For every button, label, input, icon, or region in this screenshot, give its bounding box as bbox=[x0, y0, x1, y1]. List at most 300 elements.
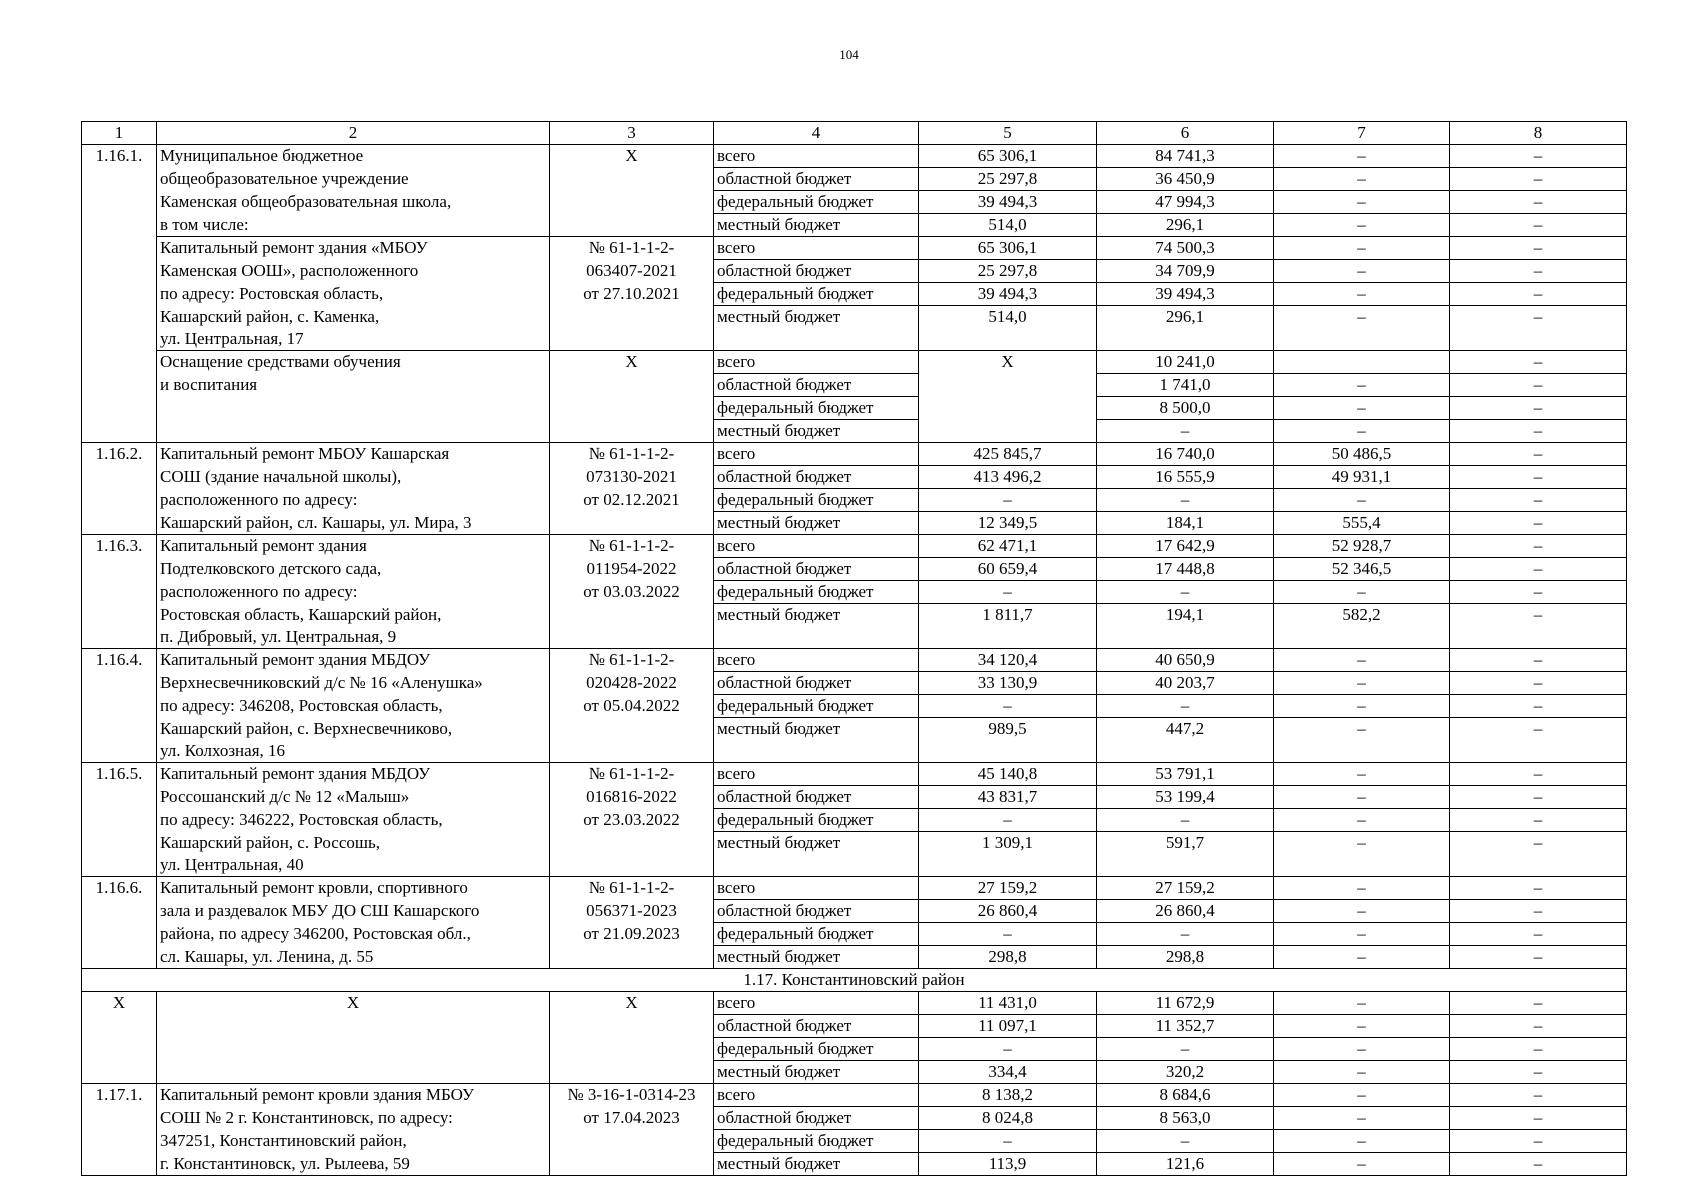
value-col7: – bbox=[1274, 900, 1450, 923]
value-col6: 320,2 bbox=[1097, 1061, 1274, 1084]
value-col7: – bbox=[1274, 718, 1450, 741]
document-reference: 073130-2021 bbox=[550, 466, 714, 489]
value-col7: – bbox=[1274, 283, 1450, 306]
value-col6: 40 203,7 bbox=[1097, 672, 1274, 695]
document-reference: от 05.04.2022 bbox=[550, 695, 714, 718]
budget-label: областной бюджет bbox=[714, 900, 919, 923]
object-description: по адресу: 346222, Ростовская область, bbox=[157, 809, 550, 832]
value-col6: – bbox=[1097, 809, 1274, 832]
value-col8: – bbox=[1450, 283, 1627, 306]
table-row bbox=[82, 672, 1627, 695]
table-row bbox=[82, 397, 1627, 420]
budget-label: местный бюджет bbox=[714, 306, 919, 329]
document-reference: 016816-2022 bbox=[550, 786, 714, 809]
value-col6: 591,7 bbox=[1097, 832, 1274, 855]
document-reference bbox=[550, 374, 714, 397]
table-row bbox=[82, 374, 1627, 397]
object-description: Ростовская область, Кашарский район, bbox=[157, 604, 550, 627]
value-col8: – bbox=[1450, 604, 1627, 627]
value-col5: 425 845,7 bbox=[919, 443, 1097, 466]
value-col7: – bbox=[1274, 306, 1450, 329]
document-reference bbox=[550, 604, 714, 627]
budget-label: областной бюджет bbox=[714, 786, 919, 809]
value-col5: – bbox=[919, 581, 1097, 604]
budget-label: всего bbox=[714, 1084, 919, 1107]
value-col6: 36 450,9 bbox=[1097, 168, 1274, 191]
column-header: 8 bbox=[1450, 122, 1627, 145]
object-description: в том числе: bbox=[157, 214, 550, 237]
document-reference bbox=[550, 946, 714, 969]
value-col6: 74 500,3 bbox=[1097, 237, 1274, 260]
value-col5: 298,8 bbox=[919, 946, 1097, 969]
value-col8: – bbox=[1450, 763, 1627, 786]
value-col7: – bbox=[1274, 763, 1450, 786]
table-row bbox=[82, 191, 1627, 214]
document-reference: № 61-1-1-2- bbox=[550, 877, 714, 900]
row-number: 1.17.1. bbox=[82, 1084, 157, 1176]
value-col6: 296,1 bbox=[1097, 306, 1274, 329]
column-header: 6 bbox=[1097, 122, 1274, 145]
object-description: г. Константиновск, ул. Рылеева, 59 bbox=[157, 1153, 550, 1176]
value-col7: – bbox=[1274, 489, 1450, 512]
value-col8: – bbox=[1450, 1107, 1627, 1130]
value-col6: 53 199,4 bbox=[1097, 786, 1274, 809]
value-col7: – bbox=[1274, 420, 1450, 443]
value-col6: 11 672,9 bbox=[1097, 992, 1274, 1015]
table-row bbox=[82, 420, 1627, 443]
value-col6-spacer bbox=[1097, 740, 1274, 763]
table-row bbox=[82, 1084, 1627, 1107]
value-col5: – bbox=[919, 809, 1097, 832]
value-col8: – bbox=[1450, 145, 1627, 168]
value-col6: 11 352,7 bbox=[1097, 1015, 1274, 1038]
value-col5-spacer bbox=[919, 854, 1097, 877]
object-description: Кашарский район, с. Верхнесвечниково, bbox=[157, 718, 550, 741]
object-description: ул. Центральная, 17 bbox=[157, 328, 550, 351]
value-col8: – bbox=[1450, 877, 1627, 900]
table-row bbox=[82, 763, 1627, 786]
value-col6: 34 709,9 bbox=[1097, 260, 1274, 283]
table-row bbox=[82, 581, 1627, 604]
value-col6: 27 159,2 bbox=[1097, 877, 1274, 900]
value-col6: – bbox=[1097, 695, 1274, 718]
table-row bbox=[82, 237, 1627, 260]
value-col6: 184,1 bbox=[1097, 512, 1274, 535]
row-number: 1.16.5. bbox=[82, 763, 157, 877]
table-row bbox=[82, 214, 1627, 237]
object-description: ул. Колхозная, 16 bbox=[157, 740, 550, 763]
value-col5: – bbox=[919, 923, 1097, 946]
value-col7: 50 486,5 bbox=[1274, 443, 1450, 466]
budget-label: местный бюджет bbox=[714, 420, 919, 443]
value-col6: – bbox=[1097, 581, 1274, 604]
value-col5: 62 471,1 bbox=[919, 535, 1097, 558]
object-description: Капитальный ремонт здания МБДОУ bbox=[157, 763, 550, 786]
budget-label: всего bbox=[714, 992, 919, 1015]
object-description: Капитальный ремонт здания «МБОУ bbox=[157, 237, 550, 260]
object-description: Капитальный ремонт кровли, спортивного bbox=[157, 877, 550, 900]
value-col5: 26 860,4 bbox=[919, 900, 1097, 923]
document-reference: от 03.03.2022 bbox=[550, 581, 714, 604]
value-col7-spacer bbox=[1274, 740, 1450, 763]
budget-label: всего bbox=[714, 145, 919, 168]
value-col8: – bbox=[1450, 489, 1627, 512]
table-row bbox=[82, 900, 1627, 923]
value-col7: – bbox=[1274, 786, 1450, 809]
document-reference bbox=[550, 832, 714, 855]
value-col6: 10 241,0 bbox=[1097, 351, 1274, 374]
budget-label: федеральный бюджет bbox=[714, 923, 919, 946]
value-col7: – bbox=[1274, 214, 1450, 237]
value-col6: 16 555,9 bbox=[1097, 466, 1274, 489]
value-col6: – bbox=[1097, 420, 1274, 443]
object-description: Верхнесвечниковский д/с № 16 «Аленушка» bbox=[157, 672, 550, 695]
value-col7: 582,2 bbox=[1274, 604, 1450, 627]
value-col5: 43 831,7 bbox=[919, 786, 1097, 809]
document-reference: X bbox=[550, 145, 714, 168]
row-number: 1.16.4. bbox=[82, 649, 157, 763]
object-description: и воспитания bbox=[157, 374, 550, 397]
value-col8: – bbox=[1450, 649, 1627, 672]
value-col7: – bbox=[1274, 1084, 1450, 1107]
budget-label: федеральный бюджет bbox=[714, 397, 919, 420]
value-col8: – bbox=[1450, 809, 1627, 832]
value-col8: – bbox=[1450, 397, 1627, 420]
value-col7: – bbox=[1274, 1015, 1450, 1038]
row-number: 1.16.1. bbox=[82, 145, 157, 443]
value-col8: – bbox=[1450, 237, 1627, 260]
table-row bbox=[82, 786, 1627, 809]
value-col8: – bbox=[1450, 535, 1627, 558]
value-col7: – bbox=[1274, 946, 1450, 969]
budget-label: федеральный бюджет bbox=[714, 809, 919, 832]
document-reference: от 23.03.2022 bbox=[550, 809, 714, 832]
row-number: X bbox=[82, 992, 157, 1084]
value-col8: – bbox=[1450, 946, 1627, 969]
document-reference: № 61-1-1-2- bbox=[550, 535, 714, 558]
value-col5: 27 159,2 bbox=[919, 877, 1097, 900]
budget-label: всего bbox=[714, 535, 919, 558]
document-reference bbox=[550, 1015, 714, 1038]
object-description: 347251, Константиновский район, bbox=[157, 1130, 550, 1153]
table-row bbox=[82, 626, 1627, 649]
value-col5: 65 306,1 bbox=[919, 145, 1097, 168]
object-description: сл. Кашары, ул. Ленина, д. 55 bbox=[157, 946, 550, 969]
object-description: Капитальный ремонт здания bbox=[157, 535, 550, 558]
value-col6: 53 791,1 bbox=[1097, 763, 1274, 786]
value-col7: – bbox=[1274, 832, 1450, 855]
object-description: района, по адресу 346200, Ростовская обл., bbox=[157, 923, 550, 946]
value-col6: 17 642,9 bbox=[1097, 535, 1274, 558]
value-col5: 514,0 bbox=[919, 214, 1097, 237]
value-col6: 447,2 bbox=[1097, 718, 1274, 741]
table-row bbox=[82, 604, 1627, 627]
object-description: Кашарский район, сл. Кашары, ул. Мира, 3 bbox=[157, 512, 550, 535]
value-col8: – bbox=[1450, 1130, 1627, 1153]
page-number: 104 bbox=[839, 47, 859, 62]
value-col6-spacer bbox=[1097, 328, 1274, 351]
value-col8: – bbox=[1450, 1084, 1627, 1107]
value-col6-spacer bbox=[1097, 626, 1274, 649]
document-reference bbox=[550, 718, 714, 741]
document-reference bbox=[550, 740, 714, 763]
value-col6: 17 448,8 bbox=[1097, 558, 1274, 581]
value-col7: – bbox=[1274, 1107, 1450, 1130]
value-col7: – bbox=[1274, 374, 1450, 397]
value-col5: 45 140,8 bbox=[919, 763, 1097, 786]
value-col8: – bbox=[1450, 900, 1627, 923]
object-description: Кашарский район, с. Россошь, bbox=[157, 832, 550, 855]
document-reference bbox=[550, 1153, 714, 1176]
object-description bbox=[157, 1015, 550, 1038]
value-col6: 296,1 bbox=[1097, 214, 1274, 237]
object-description bbox=[157, 420, 550, 443]
value-col8: – bbox=[1450, 191, 1627, 214]
value-col6: 47 994,3 bbox=[1097, 191, 1274, 214]
budget-label-spacer bbox=[714, 328, 919, 351]
document-reference: X bbox=[550, 351, 714, 374]
value-col7-spacer bbox=[1274, 626, 1450, 649]
table-row bbox=[82, 1038, 1627, 1061]
budget-label: областной бюджет bbox=[714, 374, 919, 397]
value-col8: – bbox=[1450, 1038, 1627, 1061]
row-number: 1.16.2. bbox=[82, 443, 157, 535]
budget-label: местный бюджет bbox=[714, 214, 919, 237]
value-col5: 39 494,3 bbox=[919, 283, 1097, 306]
budget-label: федеральный бюджет bbox=[714, 581, 919, 604]
table-body bbox=[82, 122, 1627, 1176]
object-description: Кашарский район, с. Каменка, bbox=[157, 306, 550, 329]
value-col8: – bbox=[1450, 832, 1627, 855]
column-header: 4 bbox=[714, 122, 919, 145]
value-col7: – bbox=[1274, 168, 1450, 191]
budget-label-spacer bbox=[714, 626, 919, 649]
value-col6: – bbox=[1097, 923, 1274, 946]
value-col6: 8 684,6 bbox=[1097, 1084, 1274, 1107]
budget-table bbox=[81, 121, 1627, 1176]
value-col6: 40 650,9 bbox=[1097, 649, 1274, 672]
object-description: Каменская общеобразовательная школа, bbox=[157, 191, 550, 214]
value-col5: 25 297,8 bbox=[919, 260, 1097, 283]
budget-label: федеральный бюджет bbox=[714, 1038, 919, 1061]
value-col6-spacer bbox=[1097, 854, 1274, 877]
table-row bbox=[82, 1107, 1627, 1130]
table-row bbox=[82, 923, 1627, 946]
table-row bbox=[82, 306, 1627, 329]
value-col7: – bbox=[1274, 1038, 1450, 1061]
value-col7: – bbox=[1274, 695, 1450, 718]
document-reference bbox=[550, 512, 714, 535]
object-description: ул. Центральная, 40 bbox=[157, 854, 550, 877]
budget-label: всего bbox=[714, 237, 919, 260]
value-col8: – bbox=[1450, 1061, 1627, 1084]
table-row bbox=[82, 877, 1627, 900]
object-description: Капитальный ремонт здания МБДОУ bbox=[157, 649, 550, 672]
document-reference: от 02.12.2021 bbox=[550, 489, 714, 512]
value-col8: – bbox=[1450, 558, 1627, 581]
object-description bbox=[157, 1061, 550, 1084]
value-col8: – bbox=[1450, 1015, 1627, 1038]
value-col6: – bbox=[1097, 1038, 1274, 1061]
object-description: Оснащение средствами обучения bbox=[157, 351, 550, 374]
section-row bbox=[82, 969, 1627, 992]
header-row bbox=[82, 122, 1627, 145]
value-col7: – bbox=[1274, 581, 1450, 604]
value-col8-spacer bbox=[1450, 626, 1627, 649]
budget-label: местный бюджет bbox=[714, 1153, 919, 1176]
budget-label: областной бюджет bbox=[714, 558, 919, 581]
budget-label: областной бюджет bbox=[714, 1015, 919, 1038]
value-col8: – bbox=[1450, 512, 1627, 535]
object-description: СОШ (здание начальной школы), bbox=[157, 466, 550, 489]
object-description bbox=[157, 1038, 550, 1061]
value-col8: – bbox=[1450, 351, 1627, 374]
value-col5: 334,4 bbox=[919, 1061, 1097, 1084]
value-col8: – bbox=[1450, 695, 1627, 718]
value-col6: 16 740,0 bbox=[1097, 443, 1274, 466]
budget-label: всего bbox=[714, 443, 919, 466]
value-col6: 26 860,4 bbox=[1097, 900, 1274, 923]
value-col8: – bbox=[1450, 214, 1627, 237]
value-col5: – bbox=[919, 489, 1097, 512]
budget-label: областной бюджет bbox=[714, 1107, 919, 1130]
value-col6: 1 741,0 bbox=[1097, 374, 1274, 397]
value-col5-spacer bbox=[919, 328, 1097, 351]
document-reference bbox=[550, 1038, 714, 1061]
table-row bbox=[82, 145, 1627, 168]
value-col5: 39 494,3 bbox=[919, 191, 1097, 214]
budget-label: местный бюджет bbox=[714, 718, 919, 741]
document-reference: 063407-2021 bbox=[550, 260, 714, 283]
value-col6: – bbox=[1097, 1130, 1274, 1153]
value-col7: – bbox=[1274, 145, 1450, 168]
table-row bbox=[82, 168, 1627, 191]
value-col7: – bbox=[1274, 397, 1450, 420]
budget-label: федеральный бюджет bbox=[714, 1130, 919, 1153]
value-col8: – bbox=[1450, 786, 1627, 809]
table-row bbox=[82, 328, 1627, 351]
value-col5: – bbox=[919, 695, 1097, 718]
value-col7: – bbox=[1274, 672, 1450, 695]
value-col8: – bbox=[1450, 466, 1627, 489]
value-col7: – bbox=[1274, 992, 1450, 1015]
document-reference: № 61-1-1-2- bbox=[550, 763, 714, 786]
value-col5-spacer bbox=[919, 740, 1097, 763]
table-row bbox=[82, 1061, 1627, 1084]
value-col8: – bbox=[1450, 1153, 1627, 1176]
value-col8-spacer bbox=[1450, 854, 1627, 877]
document-reference bbox=[550, 1130, 714, 1153]
budget-label: местный бюджет bbox=[714, 512, 919, 535]
object-description: Подтелковского детского сада, bbox=[157, 558, 550, 581]
value-col7-spacer bbox=[1274, 328, 1450, 351]
table-row bbox=[82, 740, 1627, 763]
section-title: 1.17. Константиновский район bbox=[82, 969, 1627, 992]
value-col7: – bbox=[1274, 1153, 1450, 1176]
value-col5: 113,9 bbox=[919, 1153, 1097, 1176]
table-row bbox=[82, 535, 1627, 558]
table-row bbox=[82, 718, 1627, 741]
value-col7 bbox=[1274, 351, 1450, 374]
table-row bbox=[82, 695, 1627, 718]
value-col8: – bbox=[1450, 923, 1627, 946]
budget-label: всего bbox=[714, 877, 919, 900]
value-col5: 413 496,2 bbox=[919, 466, 1097, 489]
table-row bbox=[82, 946, 1627, 969]
table-row bbox=[82, 649, 1627, 672]
document-reference: от 17.04.2023 bbox=[550, 1107, 714, 1130]
value-col7: – bbox=[1274, 809, 1450, 832]
object-description: Капитальный ремонт МБОУ Кашарская bbox=[157, 443, 550, 466]
document-reference bbox=[550, 854, 714, 877]
value-col6: 194,1 bbox=[1097, 604, 1274, 627]
value-col5: 11 097,1 bbox=[919, 1015, 1097, 1038]
value-col7: – bbox=[1274, 923, 1450, 946]
value-col6: 39 494,3 bbox=[1097, 283, 1274, 306]
object-description: Муниципальное бюджетное bbox=[157, 145, 550, 168]
value-col8: – bbox=[1450, 992, 1627, 1015]
value-col6: 84 741,3 bbox=[1097, 145, 1274, 168]
value-col8-spacer bbox=[1450, 740, 1627, 763]
object-description: Россошанский д/с № 12 «Малыш» bbox=[157, 786, 550, 809]
document-reference: 011954-2022 bbox=[550, 558, 714, 581]
object-description: Каменская ООШ», расположенного bbox=[157, 260, 550, 283]
table-row bbox=[82, 1130, 1627, 1153]
table-row bbox=[82, 351, 1627, 374]
document-reference: от 21.09.2023 bbox=[550, 923, 714, 946]
object-description: расположенного по адресу: bbox=[157, 489, 550, 512]
object-description: X bbox=[157, 992, 550, 1015]
budget-label: областной бюджет bbox=[714, 466, 919, 489]
value-col5: X bbox=[919, 351, 1097, 443]
object-description: по адресу: 346208, Ростовская область, bbox=[157, 695, 550, 718]
value-col7: 49 931,1 bbox=[1274, 466, 1450, 489]
value-col5: 33 130,9 bbox=[919, 672, 1097, 695]
document-reference bbox=[550, 626, 714, 649]
document-reference bbox=[550, 420, 714, 443]
value-col5: 8 024,8 bbox=[919, 1107, 1097, 1130]
column-header: 7 bbox=[1274, 122, 1450, 145]
document-reference bbox=[550, 214, 714, 237]
value-col5: 11 431,0 bbox=[919, 992, 1097, 1015]
object-description: СОШ № 2 г. Константиновск, по адресу: bbox=[157, 1107, 550, 1130]
value-col7: 52 346,5 bbox=[1274, 558, 1450, 581]
document-reference bbox=[550, 328, 714, 351]
table-row bbox=[82, 1153, 1627, 1176]
document-reference: № 61-1-1-2- bbox=[550, 237, 714, 260]
budget-label: федеральный бюджет bbox=[714, 283, 919, 306]
table-row bbox=[82, 283, 1627, 306]
value-col8: – bbox=[1450, 168, 1627, 191]
value-col7-spacer bbox=[1274, 854, 1450, 877]
table-row bbox=[82, 992, 1627, 1015]
row-number: 1.16.3. bbox=[82, 535, 157, 649]
value-col5-spacer bbox=[919, 626, 1097, 649]
column-header: 5 bbox=[919, 122, 1097, 145]
value-col7: – bbox=[1274, 191, 1450, 214]
budget-label: областной бюджет bbox=[714, 672, 919, 695]
table-row bbox=[82, 466, 1627, 489]
value-col5: 1 811,7 bbox=[919, 604, 1097, 627]
document-reference bbox=[550, 1061, 714, 1084]
budget-label: местный бюджет bbox=[714, 832, 919, 855]
row-number: 1.16.6. bbox=[82, 877, 157, 969]
document-reference bbox=[550, 168, 714, 191]
budget-label: местный бюджет bbox=[714, 1061, 919, 1084]
value-col5: – bbox=[919, 1130, 1097, 1153]
budget-label: местный бюджет bbox=[714, 604, 919, 627]
document-reference: 056371-2023 bbox=[550, 900, 714, 923]
